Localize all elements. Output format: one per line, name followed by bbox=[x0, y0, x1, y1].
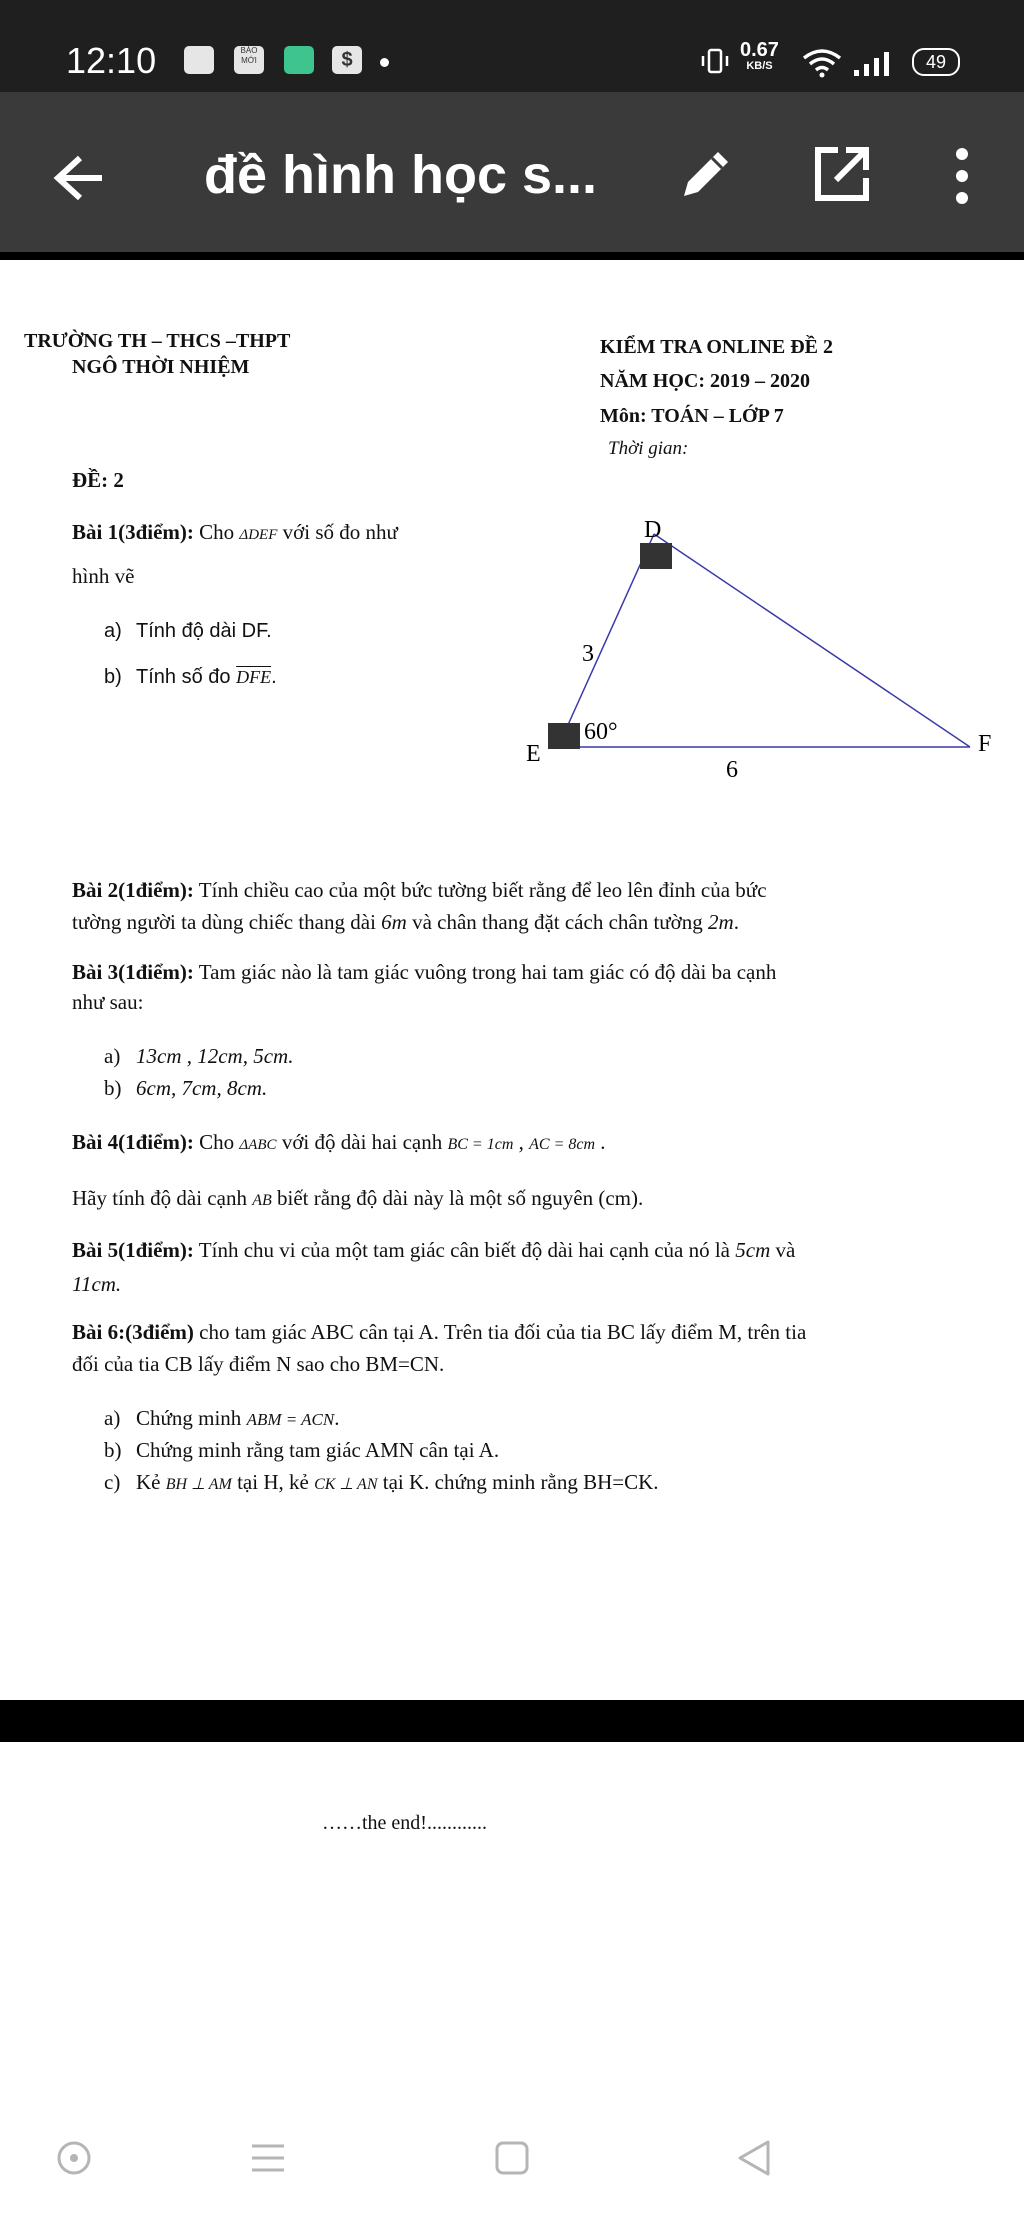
bai2-text2: tường người ta dùng chiếc thang dài bbox=[72, 910, 376, 934]
bai6-c-math2: CK ⊥ AN bbox=[314, 1476, 378, 1493]
assistant-dot-icon[interactable] bbox=[56, 2140, 92, 2176]
bai4-end: . bbox=[600, 1130, 606, 1154]
bai4-text4: biết rằng độ dài này là một số nguyên (cm). bbox=[277, 1186, 644, 1210]
bai6-c-text bbox=[136, 1470, 659, 1495]
bai1-b-text bbox=[136, 666, 277, 689]
bao-moi-icon: BÁO MỚI bbox=[234, 46, 264, 74]
bai1-line1 bbox=[72, 520, 398, 545]
bai4-text1: Cho bbox=[199, 1130, 235, 1154]
bai3-b-text: 6cm, 7cm, 8cm. bbox=[136, 1076, 268, 1100]
news-app-icon bbox=[184, 46, 214, 74]
school-name-line1: TRƯỜNG TH – THCS –THPT bbox=[24, 330, 291, 352]
bai5-value1: 5cm bbox=[735, 1238, 771, 1262]
bai6-a-math: ABM = ACN bbox=[246, 1410, 335, 1429]
page-separator bbox=[0, 1700, 1024, 1742]
side-de bbox=[558, 534, 654, 747]
bai1-rest: với số đo như bbox=[282, 520, 398, 544]
battery-indicator: 49 bbox=[912, 48, 960, 76]
label-side-de: 3 bbox=[582, 641, 594, 667]
bai6-a-text bbox=[136, 1406, 339, 1431]
bai2-line2 bbox=[72, 910, 739, 935]
status-bar bbox=[0, 0, 1024, 92]
bai5-value2: 11cm. bbox=[72, 1272, 122, 1296]
bai1-text: Cho bbox=[199, 520, 235, 544]
label-angle-e: 60° bbox=[584, 719, 618, 745]
app-bar bbox=[0, 92, 1024, 252]
bai5-text1: Tính chu vi của một tam giác cân biết độ dài hai cạnh của nó là bbox=[198, 1238, 731, 1262]
bai6-c-post: tại K. chứng minh rằng BH=CK. bbox=[382, 1470, 659, 1494]
bai1-label: Bài 1(3điểm): bbox=[72, 520, 194, 544]
bai6-c-math1: BH ⊥ AM bbox=[165, 1476, 232, 1493]
label-e: E bbox=[526, 741, 541, 767]
triangle-back-icon[interactable] bbox=[736, 2140, 772, 2176]
green-app-icon bbox=[284, 46, 314, 74]
angle-mark-e bbox=[548, 723, 580, 749]
vibrate-icon bbox=[700, 48, 730, 74]
bai5-text2: và bbox=[775, 1238, 796, 1262]
document-page bbox=[0, 260, 1024, 1700]
bai6-line2: đối của tia CB lấy điểm N sao cho BM=CN. bbox=[72, 1352, 445, 1376]
bai6-text1: cho tam giác ABC cân tại A. Trên tia đối của tia BC lấy điểm M, trên tia bbox=[199, 1320, 807, 1344]
bai2-text1: Tính chiều cao của một bức tường biết rằng để leo lên đỉnh của bức bbox=[198, 878, 767, 902]
bai5-label: Bài 5(1điểm): bbox=[72, 1238, 194, 1262]
bai6-a-pre: Chứng minh bbox=[136, 1406, 242, 1430]
label-d: D bbox=[644, 517, 662, 543]
notification-dot-icon bbox=[380, 58, 389, 67]
bai3-b-label: b) bbox=[104, 1076, 122, 1100]
bai4-bc: BC = 1cm bbox=[447, 1136, 514, 1153]
time-line: Thời gian: bbox=[608, 438, 689, 459]
bai1-triangle: ΔDEF bbox=[239, 527, 278, 543]
de-number: ĐỀ: 2 bbox=[72, 468, 124, 492]
net-speed bbox=[740, 39, 779, 74]
pencil-icon[interactable] bbox=[674, 144, 736, 206]
status-time: 12:10 bbox=[66, 40, 157, 81]
bai4-triangle: ΔABC bbox=[239, 1137, 277, 1153]
bai3-text1: Tam giác nào là tam giác vuông trong hai tam giác có độ dài ba cạnh bbox=[198, 960, 777, 984]
the-end-text: ……the end!............ bbox=[322, 1812, 487, 1834]
angle-mark-d bbox=[640, 543, 672, 569]
square-icon[interactable] bbox=[494, 2140, 530, 2176]
net-speed-unit: KB/S bbox=[746, 60, 773, 72]
bai4-ab: AB bbox=[252, 1192, 272, 1209]
school-name-line2: NGÔ THỜI NHIỆM bbox=[72, 356, 250, 378]
bai1-b-label: b) bbox=[104, 666, 122, 688]
app-bar-divider bbox=[0, 252, 1024, 260]
side-df bbox=[654, 534, 970, 747]
bai4-text3: Hãy tính độ dài cạnh bbox=[72, 1186, 247, 1210]
bai2-length-ladder: 6m bbox=[381, 910, 407, 934]
bai6-b-text: Chứng minh rằng tam giác AMN cân tại A. bbox=[136, 1438, 500, 1462]
net-speed-value: 0.67 bbox=[740, 39, 779, 61]
bai1-b-angle: $\overline{DFE}$ bbox=[236, 667, 272, 687]
bai6-c-pre: Kẻ bbox=[136, 1470, 161, 1494]
bai3-label: Bài 3(1điểm): bbox=[72, 960, 194, 984]
bai3-a-label: a) bbox=[104, 1044, 121, 1068]
bai3-line2: như sau: bbox=[72, 990, 144, 1014]
bai6-a-label: a) bbox=[104, 1406, 121, 1430]
navigation-bar bbox=[0, 2100, 1024, 2217]
triangle-figure bbox=[520, 517, 1010, 783]
bai6-a-end: . bbox=[334, 1406, 340, 1430]
bai1-b-pre: Tính số đo bbox=[136, 666, 231, 688]
bai6-c-label: c) bbox=[104, 1470, 121, 1494]
bai4-line1 bbox=[72, 1130, 606, 1155]
bai4-comma: , bbox=[518, 1130, 524, 1154]
bai2-label: Bài 2(1điểm): bbox=[72, 878, 194, 902]
bai6-b-label: b) bbox=[104, 1438, 122, 1462]
signal-icon bbox=[852, 50, 896, 78]
bai6-label: Bài 6:(3điểm) bbox=[72, 1320, 194, 1344]
bai1-a-label: a) bbox=[104, 620, 122, 642]
bai4-text2: với độ dài hai cạnh bbox=[281, 1130, 443, 1154]
bai2-line1 bbox=[72, 878, 767, 903]
bai1-a-text: Tính độ dài DF. bbox=[136, 620, 272, 642]
bai2-text3: và chân thang đặt cách chân tường bbox=[412, 910, 703, 934]
bai6-c-mid: tại H, kẻ bbox=[237, 1470, 309, 1494]
wifi-icon bbox=[800, 46, 844, 78]
open-external-icon[interactable] bbox=[812, 144, 872, 204]
document-title: đề hình học s... bbox=[204, 145, 598, 205]
bai1-line2: hình vẽ bbox=[72, 564, 135, 588]
shopee-icon: $ bbox=[332, 46, 362, 74]
bai3-a-text: 13cm , 12cm, 5cm. bbox=[136, 1044, 294, 1068]
bai6-line1 bbox=[72, 1320, 806, 1345]
bai2-length-base: 2m bbox=[708, 910, 734, 934]
bai1-b-post: . bbox=[271, 666, 277, 688]
menu-lines-icon[interactable] bbox=[250, 2140, 286, 2176]
bai4-line2 bbox=[72, 1186, 643, 1211]
back-arrow-icon[interactable] bbox=[52, 150, 108, 206]
label-f: F bbox=[978, 731, 992, 757]
bai5-line1 bbox=[72, 1238, 795, 1263]
bai4-ac: AC = 8cm bbox=[529, 1136, 596, 1153]
bai4-label: Bài 4(1điểm): bbox=[72, 1130, 194, 1154]
school-year: NĂM HỌC: 2019 – 2020 bbox=[600, 370, 810, 392]
subject-line: Môn: TOÁN – LỚP 7 bbox=[600, 405, 784, 427]
bai2-end: . bbox=[733, 910, 739, 934]
bai3-line1 bbox=[72, 960, 776, 985]
more-vert-icon[interactable] bbox=[950, 144, 974, 208]
exam-title: KIỂM TRA ONLINE ĐỀ 2 bbox=[600, 336, 834, 358]
label-side-ef: 6 bbox=[726, 757, 738, 783]
